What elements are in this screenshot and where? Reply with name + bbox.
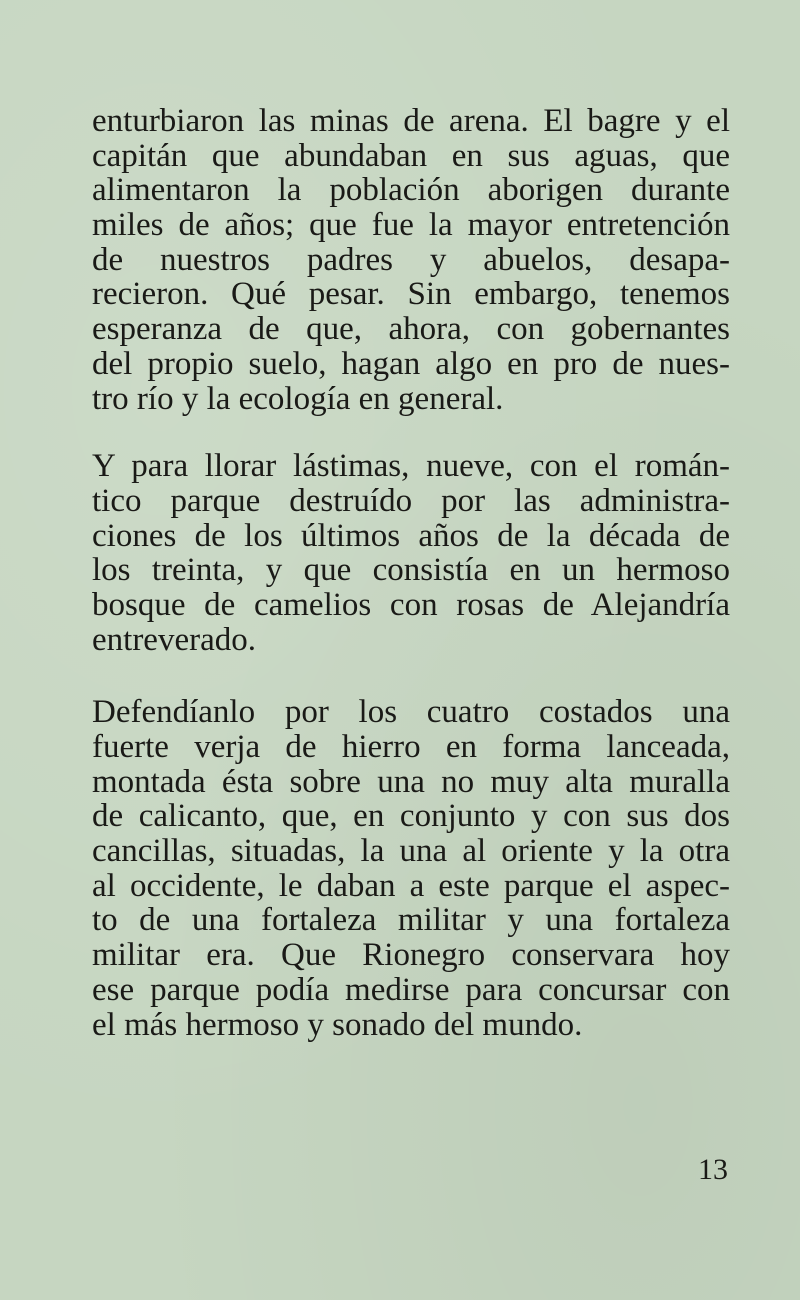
text-line: tro río y la ecología en general. [92, 380, 504, 417]
page-number: 13 [698, 1153, 728, 1186]
text-line: del propio suelo, hagan algo en pro de nues- [92, 345, 730, 382]
paragraph-1 [92, 104, 730, 416]
body-text [92, 104, 730, 1042]
text-line: de nuestros padres y abuelos, desapa- [92, 241, 730, 278]
paragraph-2 [92, 449, 730, 657]
text-line: Y para llorar lástimas, nueve, con el román- [92, 448, 730, 485]
text-line: Defendíanlo por los cuatro costados una [92, 694, 730, 731]
text-line: al occidente, le daban a este parque el aspec- [92, 867, 730, 904]
text-line: enturbiaron las minas de arena. El bagre y el [92, 103, 730, 139]
text-line: militar era. Que Rionegro conservara hoy [92, 937, 730, 974]
text-line: miles de años; que fue la mayor entretención [92, 207, 730, 244]
text-line: los treinta, y que consistía en un hermoso [92, 552, 730, 589]
text-line: alimentaron la población aborigen durante [92, 172, 730, 209]
text-line: ese parque podía medirse para concursar con [92, 971, 730, 1008]
text-line: bosque de camelios con rosas de Alejandría [92, 586, 730, 623]
text-line: recieron. Qué pesar. Sin embargo, tenemos [92, 276, 730, 313]
text-line: to de una fortaleza militar y una fortaleza [92, 902, 730, 939]
text-line: capitán que abundaban en sus aguas, que [92, 137, 730, 174]
text-line: montada ésta sobre una no muy alta muralla [92, 763, 730, 800]
text-line: fuerte verja de hierro en forma lanceada, [92, 729, 730, 765]
text-line: ciones de los últimos años de la década de [92, 517, 730, 554]
text-line: el más hermoso y sonado del mundo. [92, 1006, 583, 1043]
text-line: cancillas, situadas, la una al oriente y la otra [92, 833, 730, 870]
text-line: entreverado. [92, 621, 256, 658]
text-line: tico parque destruído por las administra- [92, 482, 730, 519]
paragraph-3 [92, 695, 730, 1042]
text-line: esperanza de que, ahora, con gobernantes [92, 311, 730, 348]
text-line: de calicanto, que, en conjunto y con sus dos [92, 798, 730, 835]
